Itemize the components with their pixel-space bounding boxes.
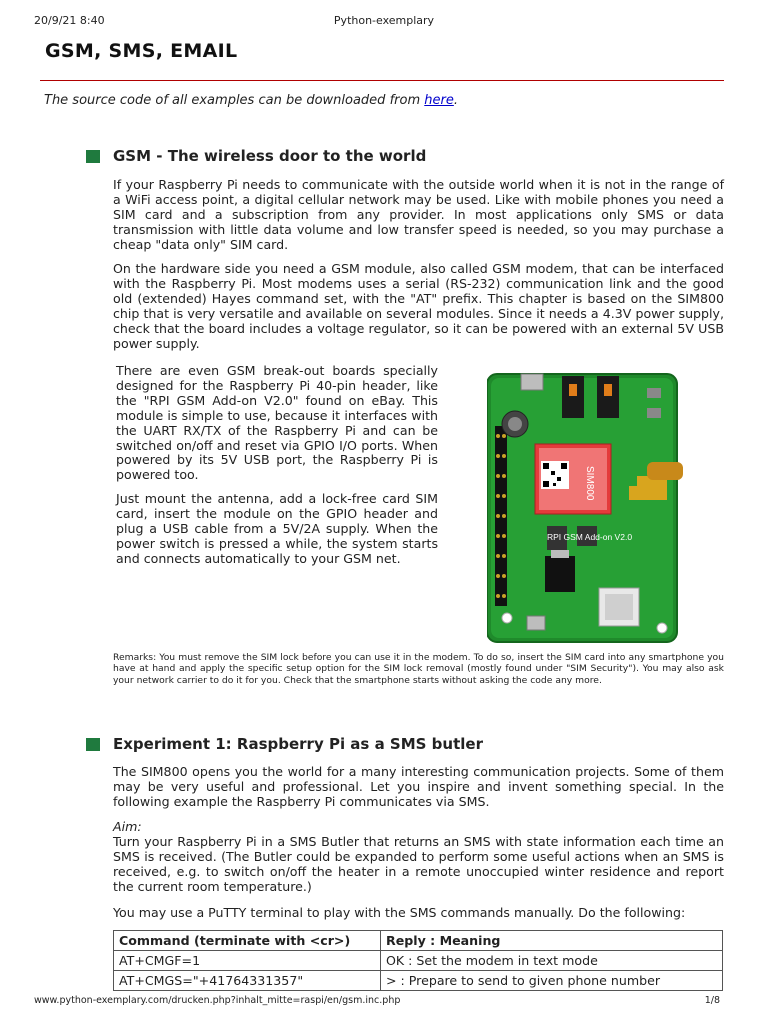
paragraph-hardware: On the hardware side you need a GSM module, also called GSM modem, that can be interfaced with the Raspberry Pi. Most modems uses a serial (RS-232) communication link and the good old (extended) Hayes command set, with the "AT" prefix. This chapter is based on the SIM800 chip that is very versatile and available on several modules. Since it needs a 4.3V power supply, check that the board includes a voltage regulator, so it can be powered with an external 5V USB power supply.	[113, 261, 724, 351]
column-header-command: Command (terminate with <cr>)	[114, 931, 381, 951]
board-label: RPI GSM Add-on V2.0	[547, 532, 633, 542]
table-cell: OK : Set the modem in text mode	[381, 951, 723, 971]
paragraph-aim: Turn your Raspberry Pi in a SMS Butler that returns an SMS with state information each time an SMS is received. (The Butler could be expanded to perform some useful actions when an SMS is received, e.g. to switch on/off the heater in a remote unoccupied winter residence and report the current room temperature.)	[113, 834, 724, 894]
section-heading-text: Experiment 1: Raspberry Pi as a SMS butler	[113, 735, 483, 753]
paragraph-sim800-intro: The SIM800 opens you the world for a many interesting communication projects. Some of them may be very useful and professional. Let you inspire and invent something special. In the following example the Raspberry Pi communicates via SMS.	[113, 764, 724, 809]
gsm-board-photo	[487, 366, 683, 646]
paragraph-gsm-intro: If your Raspberry Pi needs to communicate with the outside world when it is not in the range of a WiFi access point, a digital cellular network may be used. Like with mobile phones you need a SIM card and a subscription from any provider. In most applications only SMS or data transmission with little data volume and low transfer speed is needed, so you may purchase a cheap "data only" SIM card.	[113, 177, 724, 252]
sms-command-table	[113, 930, 723, 991]
table-row	[114, 951, 723, 971]
remarks-note: Remarks: You must remove the SIM lock before you can use it in the modem. To do so, insert the SIM card into any smartphone you have at hand and apply the specific setup option for the SIM lock removal (mostly found under "SIM Security"). You may also ask your network carrier to do it for you. Check that the smartphone starts without asking the code any more.	[113, 652, 724, 686]
chip-label: SIM800	[584, 466, 595, 501]
page-title: GSM, SMS, EMAIL	[45, 40, 238, 62]
square-bullet-icon	[86, 738, 100, 751]
print-site-title: Python-exemplary	[333, 14, 435, 27]
footer-url: www.python-exemplary.com/drucken.php?inhalt_mitte=raspi/en/gsm.inc.php	[34, 995, 401, 1006]
aim-label: Aim:	[113, 819, 142, 834]
title-divider	[40, 80, 724, 81]
table-row	[114, 971, 723, 991]
table-cell: > : Prepare to send to given phone number	[381, 971, 723, 991]
section-heading-gsm	[86, 147, 426, 165]
intro-text: The source code of all examples can be downloaded from	[44, 93, 425, 108]
table-cell: AT+CMGF=1	[114, 951, 381, 971]
download-link[interactable]: here	[424, 93, 454, 108]
paragraph-breakout-boards: There are even GSM break-out boards specially designed for the Raspberry Pi 40-pin header, like the "RPI GSM Add-on V2.0" found on eBay. This module is simple to use, because it interfaces with the UART RX/TX of the Raspberry Pi and can be switched on/off and reset via GPIO I/O ports. When powered by its 5V USB port, the Raspberry Pi is powered too.	[116, 363, 438, 483]
table-header-row	[114, 931, 723, 951]
paragraph-putty: You may use a PuTTY terminal to play with the SMS commands manually. Do the following:	[113, 905, 686, 920]
page-number: 1/8	[704, 995, 720, 1006]
section-heading-text: GSM - The wireless door to the world	[113, 147, 427, 165]
paragraph-mount-antenna: Just mount the antenna, add a lock-free card SIM card, insert the module on the GPIO header and plug a USB cable from a 5V/2A supply. When the power switch is pressed a while, the system starts and connects automatically to your GSM net.	[116, 491, 438, 566]
intro-line	[44, 93, 458, 108]
print-date: 20/9/21 8:40	[34, 14, 105, 27]
intro-end: .	[453, 93, 458, 108]
section-heading-sms-butler	[86, 735, 483, 753]
square-bullet-icon	[86, 150, 100, 163]
column-header-reply: Reply : Meaning	[381, 931, 723, 951]
table-cell: AT+CMGS="+41764331357"	[114, 971, 381, 991]
